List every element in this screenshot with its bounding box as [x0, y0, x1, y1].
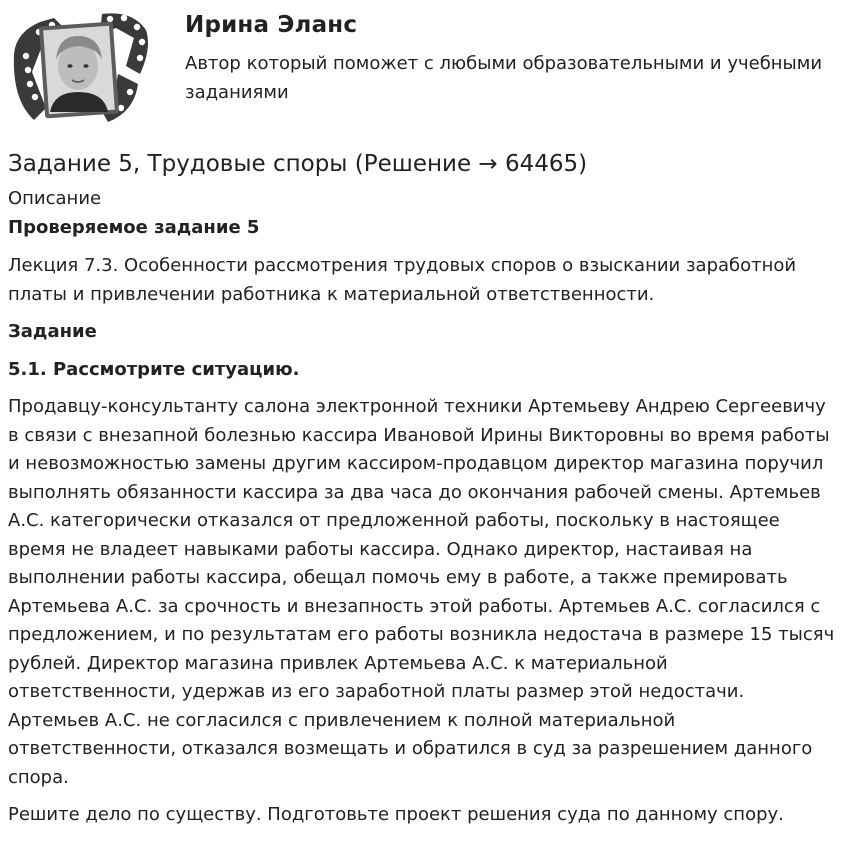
instruction-text: Решите дело по существу. Подготовьте проект решения суда по данному спору.	[8, 804, 784, 825]
author-name: Ирина Эланс	[185, 12, 358, 38]
subsection-label: 5.1. Рассмотрите ситуацию.	[8, 358, 300, 380]
author-tagline: Автор который поможет с любыми образовательными и учебными заданиями	[185, 53, 823, 103]
task-title: Задание 5, Трудовые споры (Решение → 64465)	[8, 151, 588, 177]
photo-frame	[39, 22, 119, 119]
film-frame-avatar-image	[6, 8, 152, 126]
task-content	[8, 148, 840, 830]
lecture-text: Лекция 7.3. Особенности рассмотрения трудовых споров о взыскании заработной платы и привлечении работника к материальной ответственности.	[8, 255, 797, 305]
situation-text: Продавцу-консультанту салона электронной техники Артемьеву Андрею Сергеевичу в связи с внезапной болезнью кассира Ивановой Ирины Викторовны во время работы и невозможностью замены другим кассиром-продавцом директор магазина поручил выполнять обязанности кассира за два часа до окончания рабочей смены. Артемьев А.С. категорически отказался от предложенной работы, поскольку в настоящее время не владеет навыками работы кассира. Однако директор, настаивая на выполнении работы кассира, обещал помочь ему в работе, а также премировать Артемьева А.С. за срочность и внезапность этой работы. Артемьев А.С. согласился с предложением, и по результатам его работы возникла недостача в размере 15 тысяч рублей. Директор магазина привлек Артемьева А.С. к материальной ответственности, удержав из его заработной платы размер этой недостачи. Артемьев А.С. не согласился с привлечением к полной материальной ответственности, отказался возмещать и обратился в суд за разрешением данного спора.	[8, 396, 835, 788]
description-label: Описание	[8, 188, 102, 209]
author-header	[0, 0, 847, 140]
task-heading: Проверяемое задание 5	[8, 216, 260, 238]
author-avatar	[6, 8, 152, 126]
section-label: Задание	[8, 321, 97, 342]
